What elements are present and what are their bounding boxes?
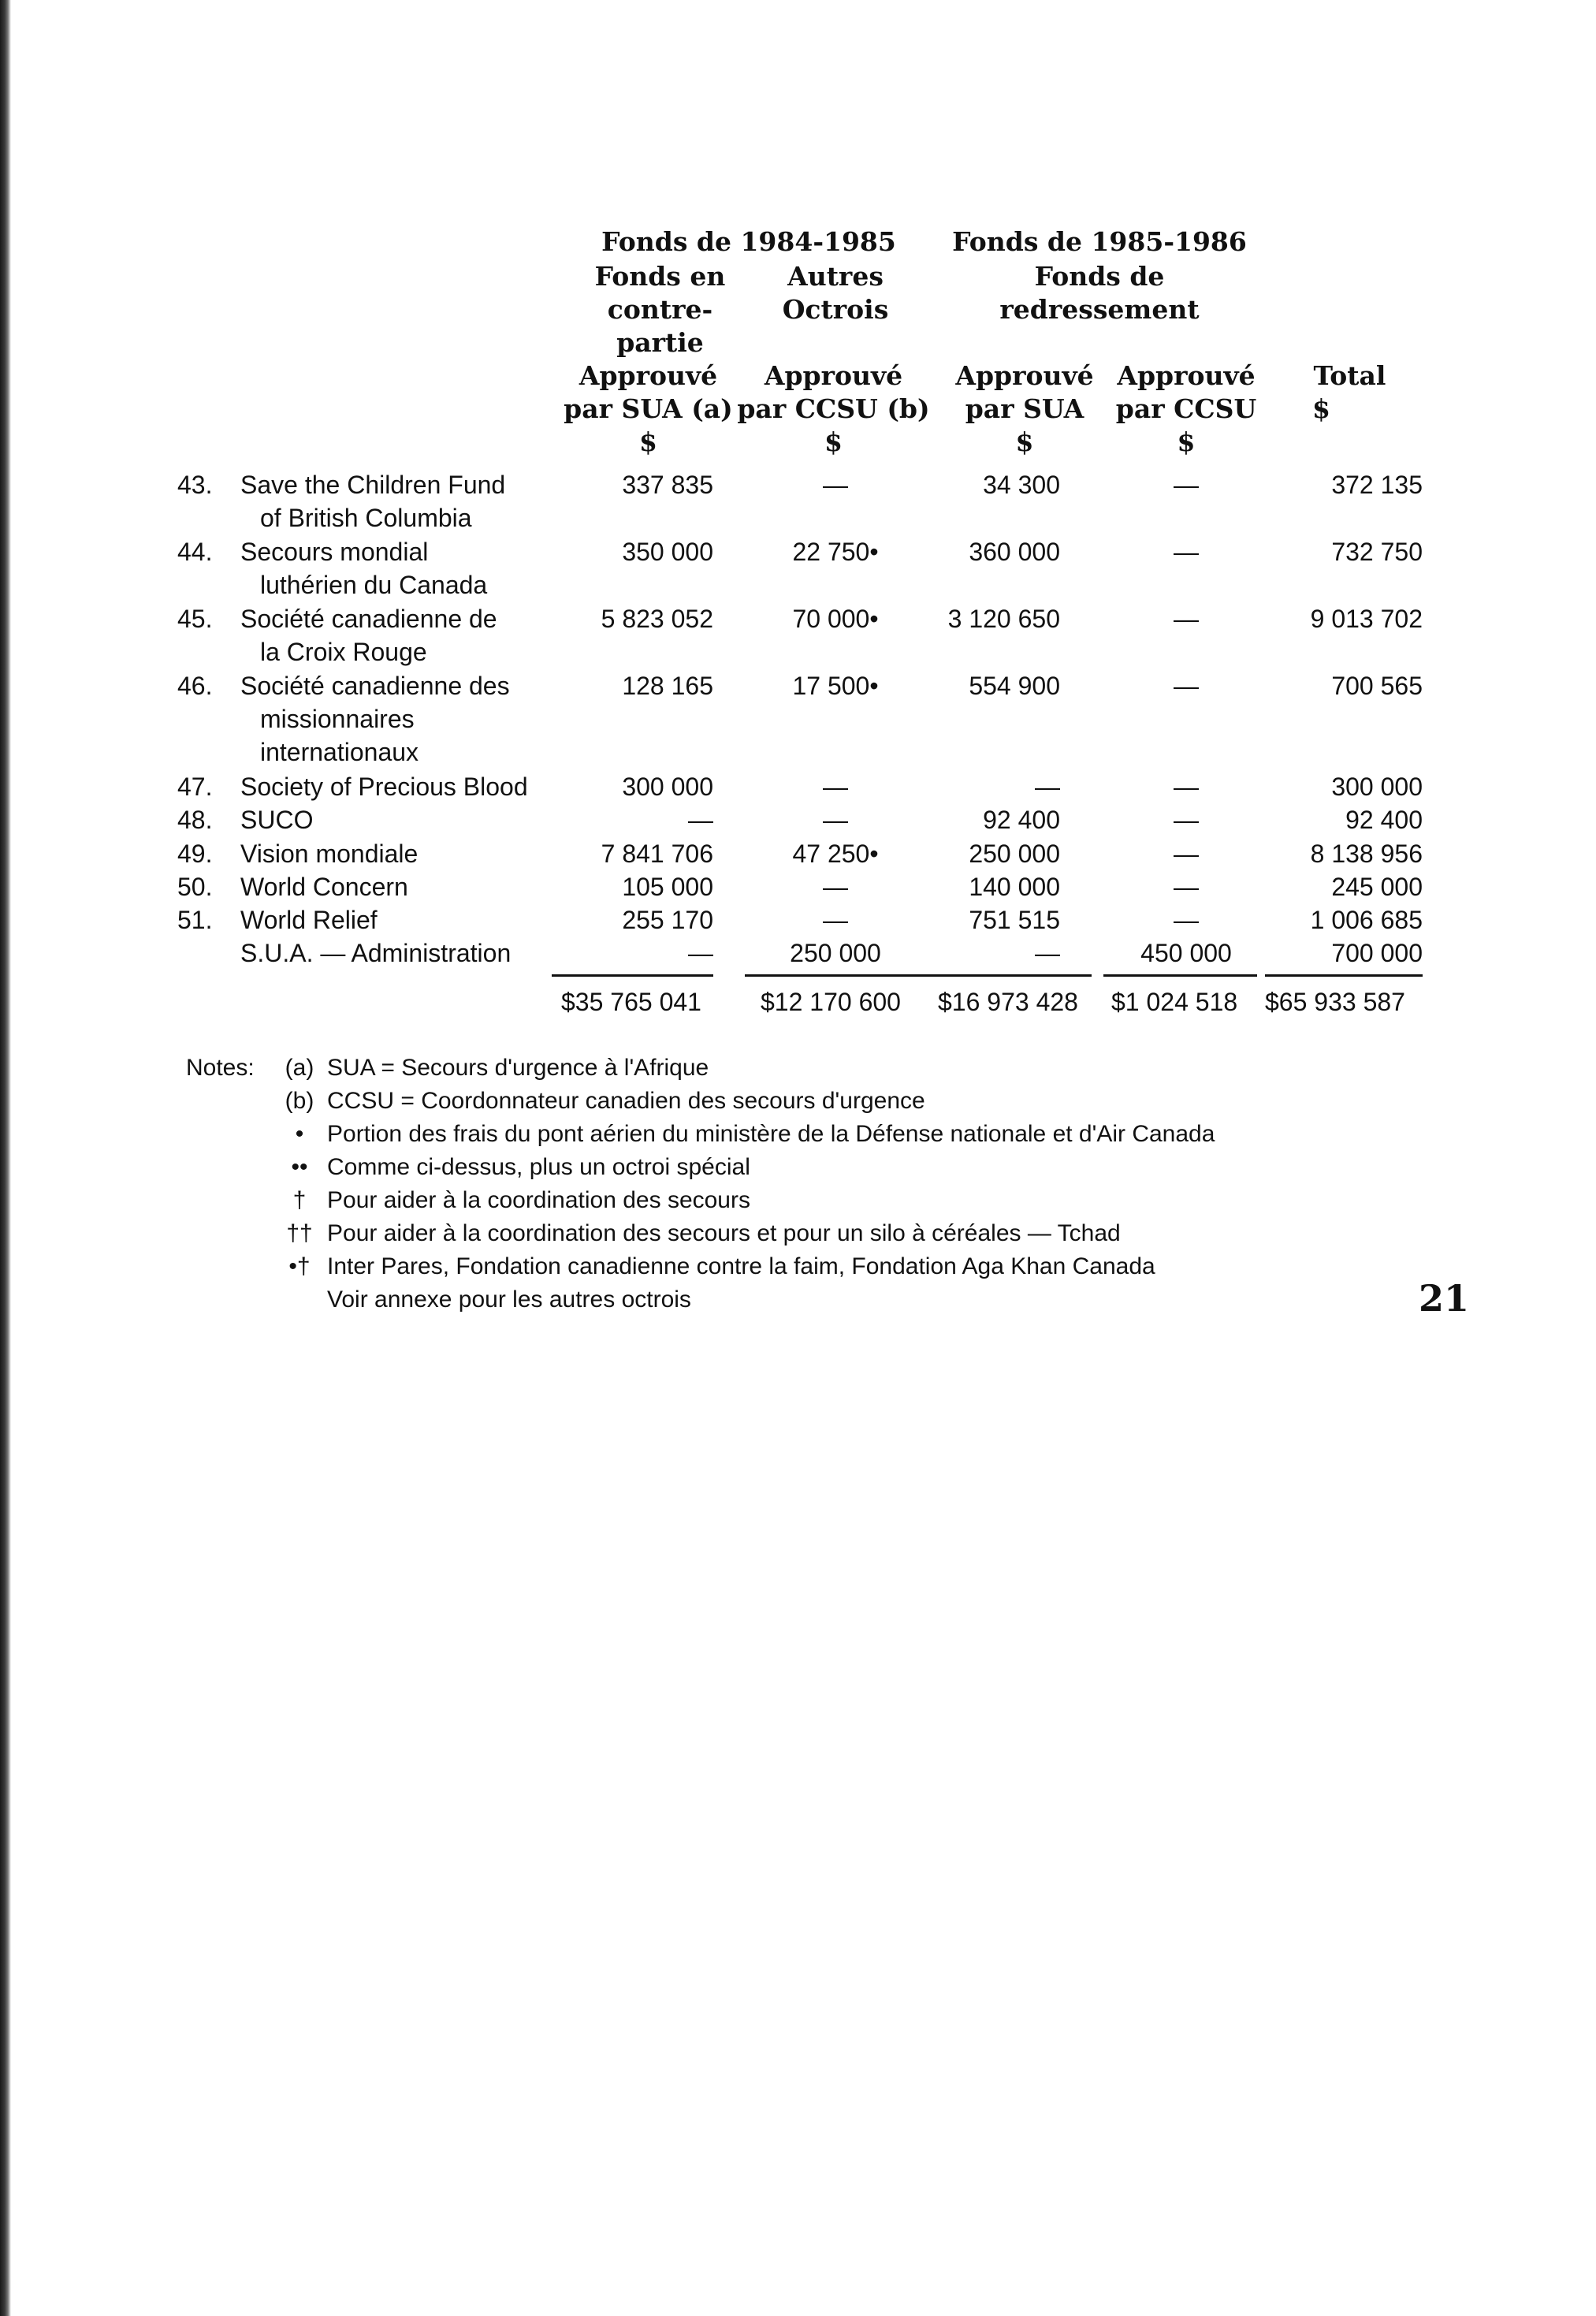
row-label-line: SUCO [240,806,314,834]
cell-value: 300 000 [1331,773,1423,801]
header-col-4 [1103,359,1269,459]
cell-value: — [1174,840,1199,868]
header-line: Autres [787,261,884,292]
row-label-line: la Croix Rouge [260,638,427,666]
note-text: Pour aider à la coordination des secours [327,1187,750,1213]
cell-value: 732 750 [1331,538,1423,566]
cell-value: 22 750• [792,538,879,566]
cell-value: 350 000 [622,538,713,566]
note-mark: •† [288,1253,311,1279]
header-unit: $ [824,426,843,457]
row-label-line: missionnaires [260,705,415,733]
cell-value: 554 900 [969,672,1060,700]
header-col-3 [942,359,1107,459]
cell-value: — [823,471,848,499]
table-row [0,837,1596,870]
row-label-line: luthérien du Canada [260,571,488,599]
cell-value: 5 823 052 [601,605,713,633]
cell-value: — [823,806,848,834]
cell-value: 140 000 [969,873,1060,901]
cell-value: 1 006 685 [1310,906,1423,934]
cell-value: 700 000 [1331,939,1423,967]
header-col-1 [564,359,733,459]
table-row [0,602,1596,668]
cell-value: 34 300 [983,471,1060,499]
cell-value: 337 835 [622,471,713,499]
cell-value: — [688,939,713,967]
cell-value: 300 000 [622,773,713,801]
note-text: CCSU = Coordonnateur canadien des secours d'urgence [327,1088,925,1114]
cell-value: — [823,773,848,801]
cell-value: — [1174,538,1199,566]
header-line: Approuvé [955,360,1094,391]
header-line: Fonds de [1034,261,1165,292]
table-row [0,669,1596,769]
header-unit: $ [1177,426,1196,457]
total-value: $16 973 428 [938,988,1078,1016]
note-mark: • [295,1121,304,1147]
total-value: $1 024 518 [1111,988,1238,1016]
header-line: partie [616,327,704,358]
cell-value: 372 135 [1331,471,1423,499]
note-text: Inter Pares, Fondation canadienne contre la faim, Fondation Aga Khan Canada [327,1253,1155,1279]
note-text: Voir annexe pour les autres octrois [327,1286,691,1313]
row-label-line: World Concern [240,873,408,901]
row-label-line: Vision mondiale [240,840,419,868]
cell-value: 360 000 [969,538,1060,566]
table-row [0,870,1596,903]
cell-value: 450 000 [1140,939,1232,967]
header-line: redressement [999,294,1200,325]
header-unit: $ [639,426,657,457]
cell-value: — [1174,471,1199,499]
cell-value: — [688,806,713,834]
cell-value: 255 170 [622,906,713,934]
note-mark: (b) [285,1088,314,1114]
notes-lead: Notes: [186,1055,255,1081]
cell-value: — [823,873,848,901]
row-label-line: Secours mondial [240,538,429,566]
note-text: Pour aider à la coordination des secours et pour un silo à céréales — Tchad [327,1220,1121,1246]
row-number: 43. [177,471,213,499]
note-text: Comme ci-dessus, plus un octroi spécial [327,1154,750,1180]
header-unit: $ [1312,393,1330,424]
row-number: 50. [177,873,213,901]
cell-value: — [1174,873,1199,901]
cell-value: 92 400 [1345,806,1423,834]
cell-value: 250 000 [790,939,881,967]
note-text: SUA = Secours d'urgence à l'Afrique [327,1055,709,1081]
cell-value: — [1174,605,1199,633]
header-group-1985-1986: Fonds de 1985-1986 [952,226,1247,257]
header-autres-octrois [741,260,930,326]
header-line: Total [1313,360,1386,391]
total-value: $65 933 587 [1265,988,1405,1016]
note-mark: (a) [285,1055,314,1081]
header-line: par CCSU (b) [737,393,930,424]
header-line: Approuvé [764,360,903,391]
cell-value: — [1174,672,1199,700]
cell-value: 105 000 [622,873,713,901]
header-fonds-en-contrepartie [567,260,753,359]
cell-value: 7 841 706 [601,840,713,868]
row-label-line: Society of Precious Blood [240,773,528,801]
total-value: $35 765 041 [561,988,701,1016]
cell-value: — [1174,806,1199,834]
total-rule [745,974,926,977]
cell-value: 128 165 [622,672,713,700]
cell-value: 700 565 [1331,672,1423,700]
cell-value: — [823,906,848,934]
header-line: contre- [607,294,713,325]
cell-value: 9 013 702 [1310,605,1423,633]
cell-value: 245 000 [1331,873,1423,901]
cell-value: — [1035,939,1060,967]
cell-value: — [1174,773,1199,801]
row-label-line: Société canadienne de [240,605,497,633]
cell-value: 47 250• [792,840,879,868]
cell-value: 8 138 956 [1310,840,1423,868]
total-value: $12 170 600 [761,988,901,1016]
cell-value: 92 400 [983,806,1060,834]
row-number: 49. [177,840,213,868]
note-mark: †† [286,1220,313,1246]
note-text: Portion des frais du pont aérien du ministère de la Défense nationale et d'Air Canada [327,1121,1215,1147]
cell-value: — [1174,906,1199,934]
row-label-line: of British Columbia [260,504,472,532]
row-label-line: World Relief [240,906,378,934]
row-number: 45. [177,605,213,633]
row-number: 44. [177,538,213,566]
header-line: Approuvé [579,360,718,391]
cell-value: 751 515 [969,906,1060,934]
cell-value: 17 500• [792,672,879,700]
table-row [0,803,1596,836]
table-row [0,535,1596,601]
row-number: 46. [177,672,213,700]
table-row [0,903,1596,936]
cell-value: 70 000• [792,605,879,633]
table-row [0,936,1596,970]
header-line: Octrois [782,294,889,325]
note-mark: † [292,1187,307,1213]
table-row [0,468,1596,534]
totals-row [0,985,1596,1018]
row-number: 51. [177,906,213,934]
header-col-total [1277,359,1423,426]
notes-section [0,1052,1596,1320]
page-number: 21 [1419,1277,1470,1320]
cell-value: — [1035,773,1060,801]
total-rule [1103,974,1257,977]
header-group-1984-1985: Fonds de 1984-1985 [601,226,896,257]
cell-value: 250 000 [969,840,1060,868]
note-mark: •• [291,1154,308,1180]
header-line: Approuvé [1117,360,1256,391]
row-number: 48. [177,806,213,834]
total-rule [1265,974,1423,977]
row-label-line: S.U.A. — Administration [240,939,512,967]
row-label-line: Société canadienne des [240,672,510,700]
header-unit: $ [1015,426,1034,457]
table-row [0,770,1596,803]
header-line: par SUA [965,393,1084,424]
header-line: Fonds en [594,261,726,292]
row-label-line: Save the Children Fund [240,471,506,499]
header-fonds-de-redressement [942,260,1257,326]
row-label-line: internationaux [260,738,419,766]
row-number: 47. [177,773,213,801]
header-line: par SUA (a) [564,393,733,424]
header-col-2 [737,359,930,459]
cell-value: 3 120 650 [947,605,1060,633]
total-rule [922,974,1092,977]
header-line: par CCSU [1115,393,1257,424]
total-rule [552,974,713,977]
